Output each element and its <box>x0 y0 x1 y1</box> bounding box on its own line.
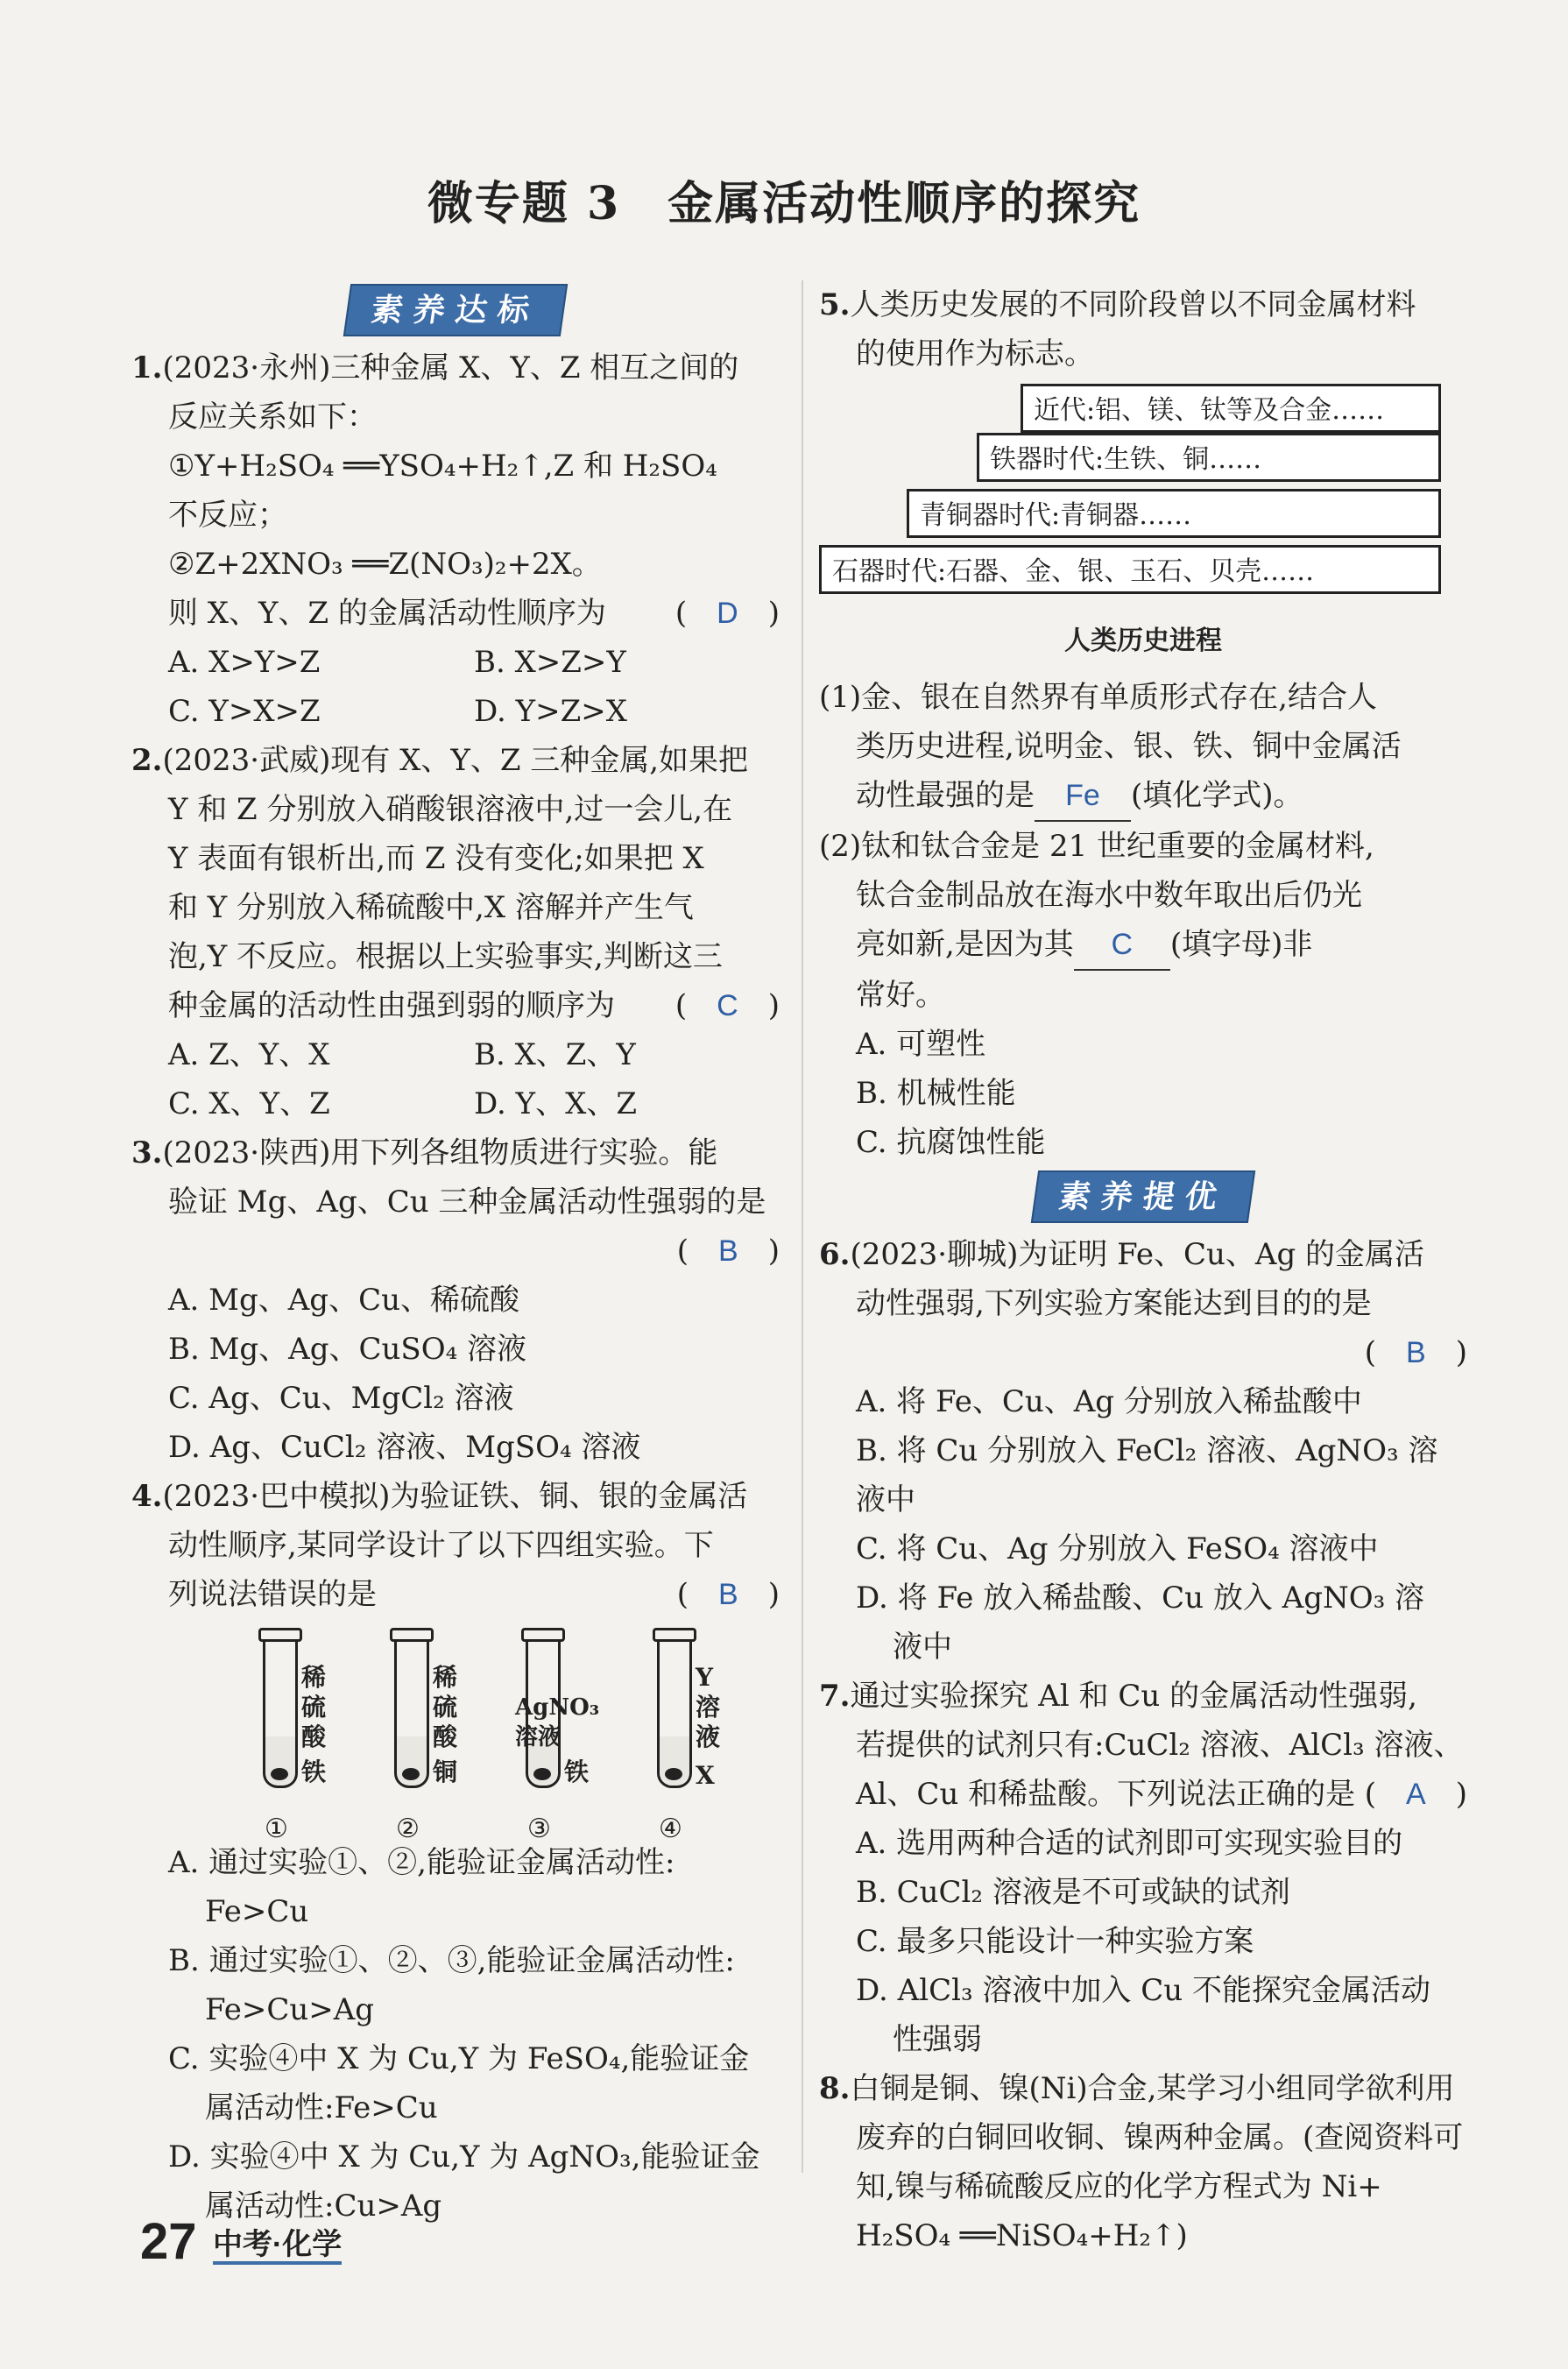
answer: B <box>718 1234 738 1268</box>
metal-piece-icon <box>402 1768 420 1780</box>
question-text: (2023·陕西)用下列各组物质进行实验。能 <box>162 1135 718 1170</box>
answer-blank: Fe <box>1035 771 1131 822</box>
metal-piece-icon <box>533 1768 551 1780</box>
page-footer <box>140 2212 342 2271</box>
question-text: 白铜是铜、镍(Ni)合金,某学习小组同学欲利用 <box>850 2071 1455 2106</box>
option: C. X、Y、Z <box>168 1086 330 1121</box>
question-number: 8. <box>819 2071 851 2106</box>
tube-number: ① <box>265 1814 288 1844</box>
options <box>131 638 780 736</box>
question-text: (2023·武威)现有 X、Y、Z 三种金属,如果把 <box>162 743 749 778</box>
question-number: 4. <box>131 1479 163 1514</box>
option: D. Y>Z>X <box>474 694 627 729</box>
question-text: 反应关系如下： <box>168 400 377 435</box>
option: D. AlCl₃ 溶液中加入 Cu 不能探究金属活动 <box>856 1973 1430 2008</box>
tube-metal-label: 铁 <box>564 1757 590 1786</box>
option-cont: 液中 <box>893 1630 952 1665</box>
option: B. X、Z、Y <box>474 1037 636 1072</box>
question-text: (2023·永州)三种金属 X、Y、Z 相互之间的 <box>162 350 739 385</box>
tube-metal-label: 铁 <box>301 1757 327 1786</box>
question-4 <box>131 1472 780 2231</box>
answer: D <box>717 597 738 630</box>
question-text: 若提供的试剂只有:CuCl₂ 溶液、AlCl₃ 溶液、 <box>856 1728 1464 1763</box>
page-title: 微专题 3 金属活动性顺序的探究 <box>427 177 1141 230</box>
right-column <box>819 280 1467 2260</box>
question-8 <box>819 2064 1467 2260</box>
option: C. 实验④中 X 为 Cu,Y 为 FeSO₄,能验证金 <box>168 2041 750 2076</box>
question-text: 的使用作为标志。 <box>856 336 1094 371</box>
question-text: 则 X、Y、Z 的金属活动性顺序为 <box>168 596 606 631</box>
question-text: 动性最强的是 <box>856 778 1035 813</box>
history-stage: 近代:铝、镁、钛等及合金…… <box>1021 384 1441 433</box>
left-column <box>131 280 780 2231</box>
option: A. 可塑性 <box>856 1027 986 1062</box>
metal-piece-icon <box>665 1768 682 1780</box>
question-6 <box>819 1230 1467 1672</box>
question-text: 泡,Y 不反应。根据以上实验事实,判断这三 <box>168 939 723 974</box>
question-text: Y 表面有银析出,而 Z 没有变化;如果把 X <box>168 841 704 876</box>
test-tube-1 <box>263 1628 298 1788</box>
option-cont: Fe>Cu>Ag <box>205 1992 375 2027</box>
tube-number: ④ <box>659 1814 682 1844</box>
question-7 <box>819 1672 1467 2064</box>
question-3 <box>131 1128 780 1472</box>
question-text: (填化学式)。 <box>1131 778 1303 813</box>
option: A. Mg、Ag、Cu、稀硫酸 <box>168 1283 519 1318</box>
option-cont: Fe>Cu <box>205 1894 309 1929</box>
section-banner-basic: 素养达标 <box>343 284 568 336</box>
question-text: (2023·巴中模拟)为验证铁、铜、银的金属活 <box>162 1479 748 1514</box>
tube-number: ③ <box>527 1814 551 1844</box>
option: C. Ag、Cu、MgCl₂ 溶液 <box>168 1381 514 1416</box>
figure-caption: 人类历史进程 <box>1064 626 1222 656</box>
answer-bracket: ( D ) <box>675 596 780 631</box>
question-text: 种金属的活动性由强到弱的顺序为 <box>168 988 615 1023</box>
page-number: 27 <box>140 2213 197 2270</box>
question-text: 钛合金制品放在海水中数年取出后仍光 <box>856 878 1362 913</box>
option: C. 将 Cu、Ag 分别放入 FeSO₄ 溶液中 <box>856 1531 1379 1566</box>
question-text: 通过实验探究 Al 和 Cu 的金属活动性强弱, <box>850 1679 1417 1714</box>
option: C. Y>X>Z <box>168 694 321 729</box>
question-text: 动性强弱,下列实验方案能达到目的的是 <box>856 1286 1372 1321</box>
question-text: (2)钛和钛合金是 21 世纪重要的金属材料, <box>819 829 1374 864</box>
question-text: 类历史进程,说明金、银、铁、铜中金属活 <box>856 729 1402 764</box>
option: A. 选用两种合适的试剂即可实现实验目的 <box>856 1826 1403 1861</box>
question-number: 7. <box>819 1679 851 1714</box>
question-text: Y 和 Z 分别放入硝酸银溶液中,过一会儿,在 <box>168 792 733 827</box>
question-5 <box>819 280 1467 1167</box>
question-text: 和 Y 分别放入稀硫酸中,X 溶解并产生气 <box>168 890 694 925</box>
answer: C <box>717 989 738 1022</box>
option: B. 通过实验①、②、③,能验证金属活动性: <box>168 1943 735 1978</box>
tube-metal-label: X <box>696 1761 715 1790</box>
question-text: (2023·聊城)为证明 Fe、Cu、Ag 的金属活 <box>850 1237 1425 1272</box>
option: A. Z、Y、X <box>168 1037 330 1072</box>
equation: ②Z+2XNO₃ ══Z(NO₃)₂+2X。 <box>168 547 602 582</box>
tube-solution-label: 稀 硫 酸 <box>433 1663 458 1751</box>
answer-blank: C <box>1074 920 1170 971</box>
question-2 <box>131 736 780 1128</box>
answer-bracket: ( A ) <box>1364 1777 1467 1812</box>
question-number: 3. <box>131 1135 163 1170</box>
history-stage: 铁器时代:生铁、铜…… <box>977 433 1441 482</box>
option: C. 最多只能设计一种实验方案 <box>856 1924 1254 1959</box>
question-number: 1. <box>131 350 163 385</box>
option: A. 通过实验①、②,能验证金属活动性: <box>168 1845 675 1880</box>
question-text: 验证 Mg、Ag、Cu 三种金属活动性强弱的是 <box>168 1184 766 1220</box>
equation: ①Y+H₂SO₄ ══YSO₄+H₂↑,Z 和 H₂SO₄ <box>168 449 717 484</box>
question-number: 2. <box>131 743 163 778</box>
tube-solution-label: Y 溶 液 <box>696 1663 721 1751</box>
options <box>131 1030 780 1128</box>
question-text: 常好。 <box>856 978 945 1013</box>
option: B. CuCl₂ 溶液是不可或缺的试剂 <box>856 1875 1290 1910</box>
option: B. Mg、Ag、CuSO₄ 溶液 <box>168 1332 527 1367</box>
option: D. 将 Fe 放入稀盐酸、Cu 放入 AgNO₃ 溶 <box>856 1581 1425 1616</box>
answer-bracket: ( C ) <box>675 988 780 1023</box>
history-stage: 石器时代:石器、金、银、玉石、贝壳…… <box>819 545 1441 594</box>
test-tube-figure <box>131 1628 780 1844</box>
tube-solution-label: AgNO₃ 溶液 <box>515 1694 600 1750</box>
question-number: 5. <box>819 287 851 322</box>
option: C. 抗腐蚀性能 <box>856 1125 1046 1160</box>
question-text: 废弃的白铜回收铜、镍两种金属。(查阅资料可 <box>856 2120 1464 2155</box>
answer: B <box>1406 1336 1426 1369</box>
book-subject: 中考·化学 <box>213 2228 342 2265</box>
option-cont: 属活动性:Fe>Cu <box>205 2090 438 2125</box>
tube-number: ② <box>396 1814 420 1844</box>
history-stage: 青铜器时代:青铜器…… <box>907 489 1441 538</box>
answer-bracket: ( B ) <box>1364 1335 1467 1370</box>
question-number: 6. <box>819 1237 851 1272</box>
option: B. 机械性能 <box>856 1076 1016 1111</box>
option: B. X>Z>Y <box>474 645 626 680</box>
question-text: 人类历史发展的不同阶段曾以不同金属材料 <box>850 287 1416 322</box>
test-tube-4 <box>657 1628 692 1788</box>
question-1 <box>131 343 780 736</box>
metal-piece-icon <box>271 1768 288 1780</box>
answer-bracket: ( B ) <box>676 1577 780 1612</box>
option-cont: 性强弱 <box>893 2022 982 2057</box>
option: A. 将 Fe、Cu、Ag 分别放入稀盐酸中 <box>856 1384 1362 1419</box>
question-text: (填字母)非 <box>1169 927 1313 962</box>
option: D. 实验④中 X 为 Cu,Y 为 AgNO₃,能验证金 <box>168 2139 760 2175</box>
equation: H₂SO₄ ══NiSO₄+H₂↑) <box>856 2218 1188 2253</box>
tube-solution-label: 稀 硫 酸 <box>301 1663 327 1751</box>
option: D. Ag、CuCl₂ 溶液、MgSO₄ 溶液 <box>168 1430 641 1465</box>
option: B. 将 Cu 分别放入 FeCl₂ 溶液、AgNO₃ 溶液中 <box>856 1433 1438 1517</box>
tube-metal-label: 铜 <box>433 1757 458 1786</box>
question-text: 不反应； <box>168 498 287 533</box>
question-text: Al、Cu 和稀盐酸。下列说法正确的是 <box>856 1777 1356 1812</box>
answer: A <box>1406 1778 1426 1811</box>
question-text: 列说法错误的是 <box>168 1577 377 1612</box>
section-banner-advanced: 素养提优 <box>1031 1170 1255 1223</box>
option: A. X>Y>Z <box>168 645 321 680</box>
option: D. Y、X、Z <box>474 1086 637 1121</box>
question-text: 知,镍与稀硫酸反应的化学方程式为 Ni+ <box>856 2169 1382 2204</box>
question-text: 亮如新,是因为其 <box>856 927 1074 962</box>
history-staircase-figure <box>819 384 1467 673</box>
answer: B <box>718 1578 738 1611</box>
column-divider <box>802 280 803 2173</box>
answer-bracket: ( B ) <box>676 1234 780 1269</box>
option-cont: 属活动性:Cu>Ag <box>205 2189 442 2224</box>
question-text: 动性顺序,某同学设计了以下四组实验。下 <box>168 1528 714 1563</box>
question-text: (1)金、银在自然界有单质形式存在,结合人 <box>819 680 1377 715</box>
test-tube-2 <box>394 1628 429 1788</box>
